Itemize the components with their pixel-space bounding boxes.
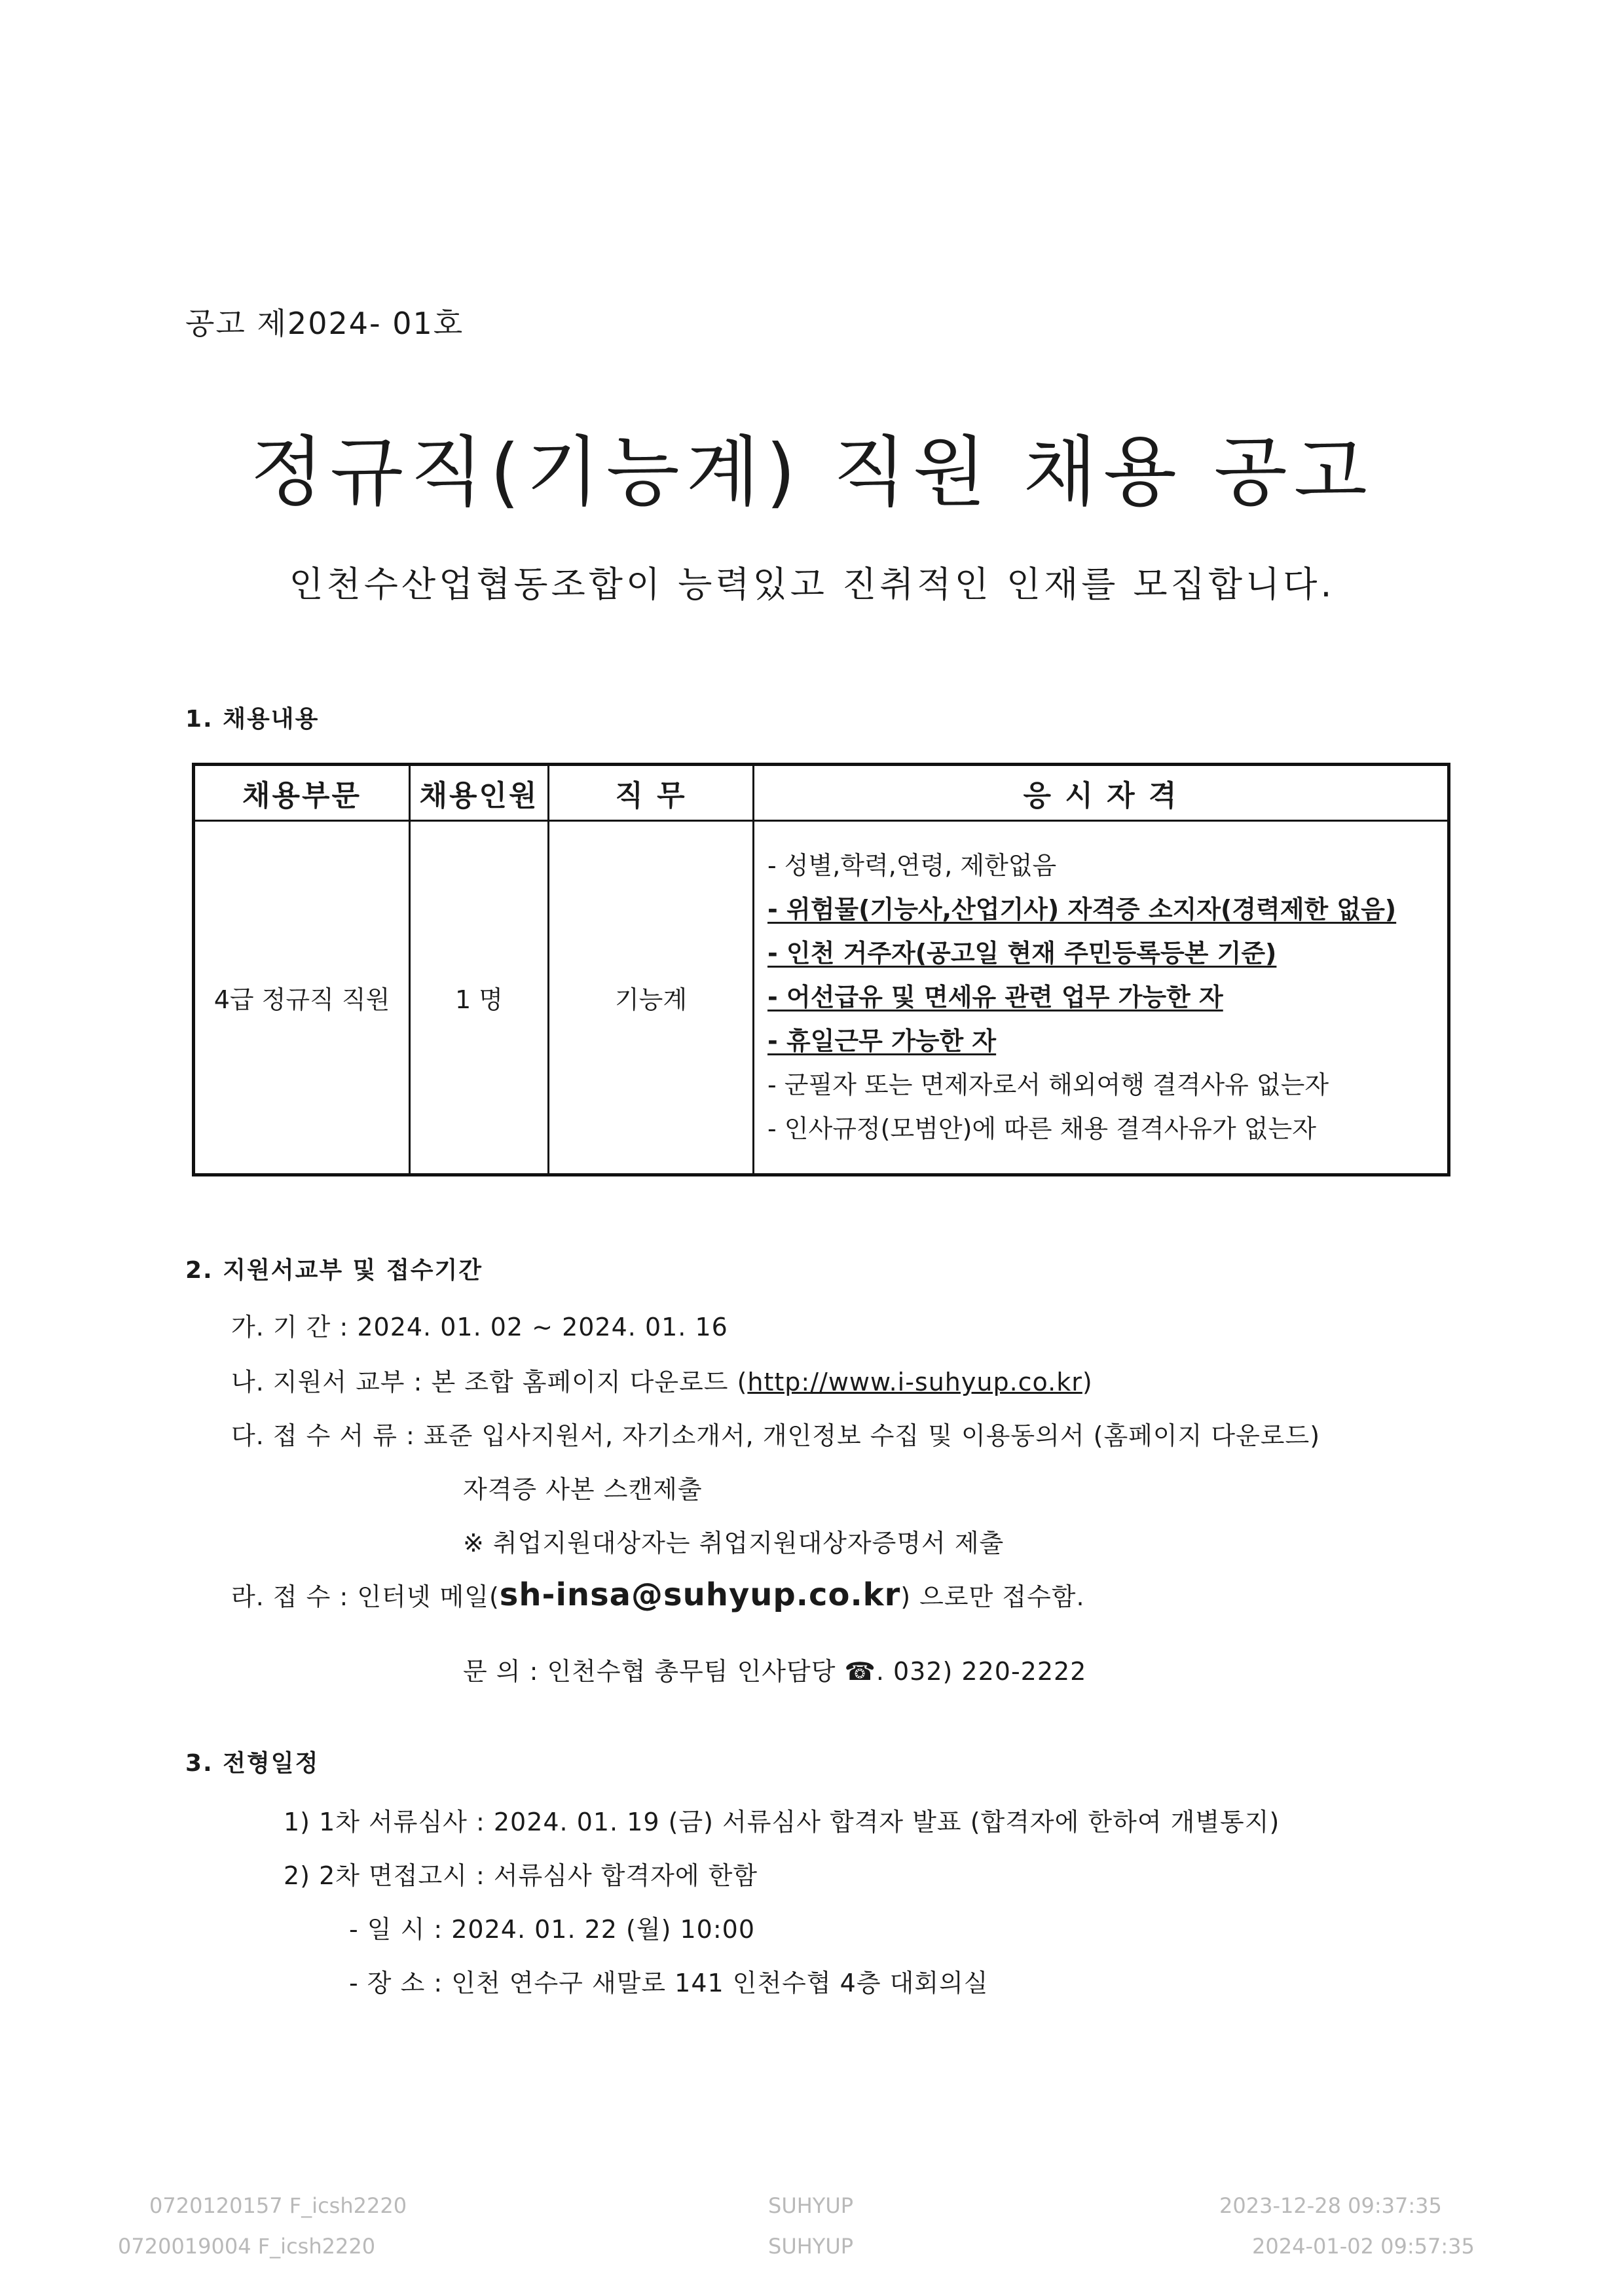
header-department: 채용부문 [194,765,410,821]
section-1-heading: 1. 채용내용 [185,706,320,733]
form-value: 본 조합 홈페이지 다운로드 ( [431,1368,748,1396]
form-label: 나. 지원서 교부 : [231,1368,423,1396]
qualification-item: - 위험물(기능사,산업기사) 자격증 소지자(경력제한 없음) [767,895,1397,924]
docs-line [231,1415,1320,1451]
qualification-item: - 성별,학력,연령, 제한없음 [767,851,1057,880]
section-2-heading: 2. 지원서교부 및 접수기간 [185,1257,483,1284]
cell-count: 1 명 [410,821,549,1175]
fax-stamp-1-left: 0720120157 F_icsh2220 [149,2193,407,2218]
qualification-item: - 인사규정(모범안)에 따른 채용 결격사유가 없는자 [767,1114,1316,1143]
fax-stamp-1-center: SUHYUP [768,2193,854,2218]
fax-stamp-2-left: 0720019004 F_icsh2220 [118,2234,376,2259]
interview-place: - 장 소 : 인천 연수구 새말로 141 인천수협 4층 대회의실 [349,1969,989,1997]
table-row [194,821,1449,1175]
receipt-label: 라. 접 수 : [231,1582,349,1611]
period-line [231,1307,728,1343]
form-line [231,1362,1093,1398]
section-3-heading: 3. 전형일정 [185,1750,320,1777]
receipt-suffix: ) 으로만 접수함. [900,1582,1085,1611]
qualification-item: - 인천 거주자(공고일 현재 주민등록등본 기준) [767,939,1277,968]
docs-value: 표준 입사지원서, 자기소개서, 개인정보 수집 및 이용동의서 (홈페이지 다운로드) [423,1421,1321,1450]
header-qualifications: 응 시 자 격 [754,765,1449,821]
docs-note: ※ 취업지원대상자는 취업지원대상자증명서 제출 [463,1529,1005,1558]
receipt-line [231,1576,1085,1613]
step-2: 2) 2차 면접고시 : 서류심사 합격자에 한함 [284,1861,758,1890]
form-end: ) [1082,1368,1093,1396]
cell-department: 4급 정규직 직원 [194,821,410,1175]
recruitment-table [192,763,1450,1176]
cell-qualifications [754,821,1449,1175]
qualification-item: - 군필자 또는 면제자로서 해외여행 결격사유 없는자 [767,1070,1329,1099]
table-header-row [194,765,1449,821]
notice-number: 공고 제2024- 01호 [185,306,464,341]
fax-stamp-1-right: 2023-12-28 09:37:35 [1219,2193,1442,2218]
receipt-email[interactable]: sh-insa@suhyup.co.kr [499,1576,901,1613]
qualification-item: - 어선급유 및 면세유 관련 업무 가능한 자 [767,983,1223,1011]
interview-date: - 일 시 : 2024. 01. 22 (월) 10:00 [349,1915,756,1944]
fax-stamp-2-center: SUHYUP [768,2234,854,2259]
period-label: 가. 기 간 : [231,1313,349,1341]
receipt-prefix: 인터넷 메일( [357,1582,500,1611]
header-duty: 직 무 [549,765,754,821]
header-count: 채용인원 [410,765,549,821]
period-value: 2024. 01. 02 ~ 2024. 01. 16 [357,1313,728,1341]
page-subtitle: 인천수산업협동조합이 능력있고 진취적인 인재를 모집합니다. [289,564,1335,605]
homepage-link[interactable]: http://www.i-suhyup.co.kr [747,1368,1082,1396]
docs-value-line2: 자격증 사본 스캔제출 [463,1475,703,1504]
contact-line: 문 의 : 인천수협 총무팀 인사담당 ☎. 032) 220-2222 [463,1657,1087,1686]
docs-label: 다. 접 수 서 류 : [231,1421,415,1450]
step-1: 1) 1차 서류심사 : 2024. 01. 19 (금) 서류심사 합격자 발표 (합격자에 한하여 개별통지) [284,1808,1280,1836]
qualification-item: - 휴일근무 가능한 자 [767,1027,997,1055]
page-title: 정규직(기능계) 직원 채용 공고 [250,428,1374,517]
cell-duty: 기능계 [549,821,754,1175]
fax-stamp-2-right: 2024-01-02 09:57:35 [1252,2234,1475,2259]
